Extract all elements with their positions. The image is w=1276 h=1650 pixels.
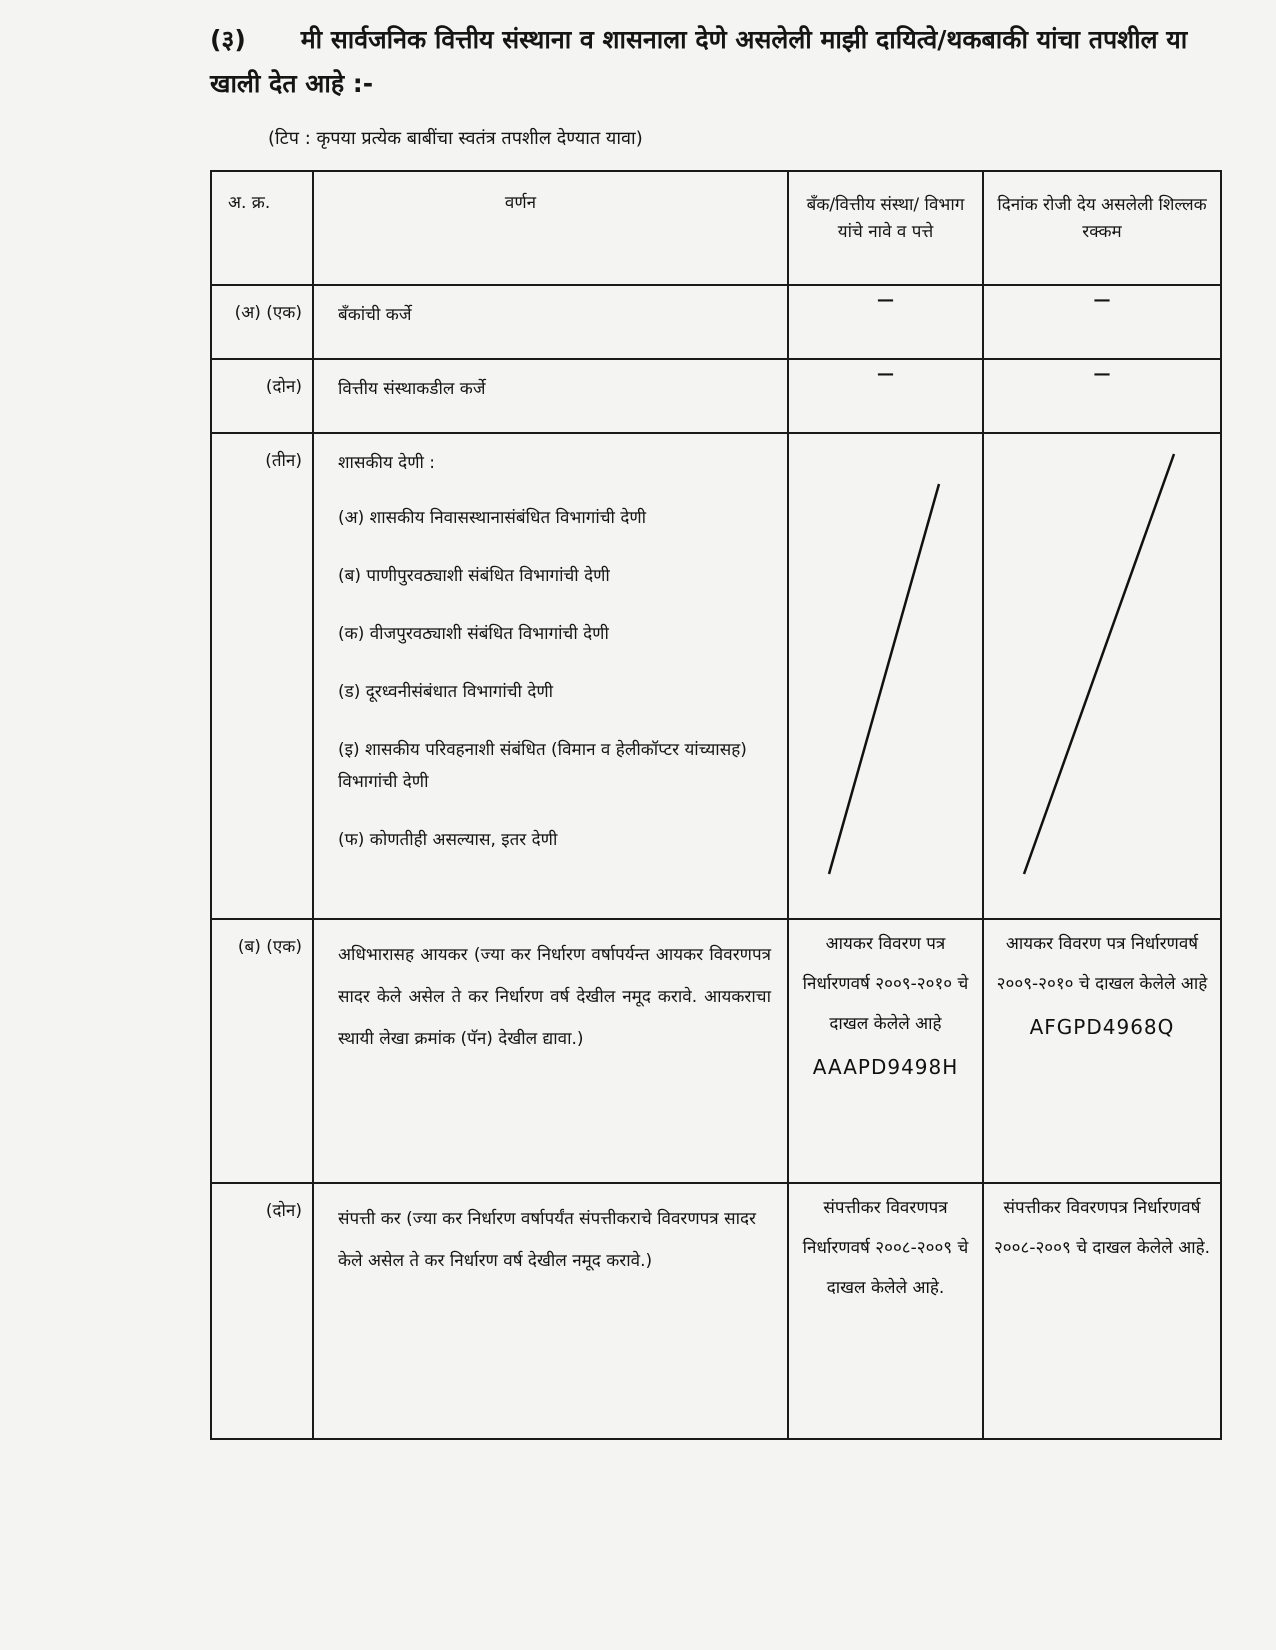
list-item: (ड) दूरध्वनीसंबंधात विभागांची देणी [338,682,554,702]
strike-line-icon [984,434,1218,904]
pan-number: AFGPD4968Q [1029,1015,1175,1039]
tip-note: (टिप : कृपया प्रत्येक बाबींचा स्वतंत्र तपशील देण्यात यावा) [268,128,643,149]
strike-line-icon [789,434,979,904]
govt-dues-title: शासकीय देणी : [338,453,436,473]
liabilities-table [210,170,1222,1440]
balance-dash: — [983,359,1221,433]
row-description: संपत्ती कर (ज्या कर निर्धारण वर्षापर्यंत संपत्तीकराचे विवरणपत्र सादर केले असेल ते कर निर्धारण वर्ष देखील नमूद करावे.) [313,1183,788,1439]
govt-dues-list [338,502,777,856]
section-number: (३) [210,25,246,54]
handwritten-text: संपत्तीकर विवरणपत्र निर्धारणवर्ष २००८-२००९ चे दाखल केलेले आहे. [993,1198,1211,1258]
row-description: अधिभारासह आयकर (ज्या कर निर्धारण वर्षापर्यन्त आयकर विवरणपत्र सादर केले असेल ते कर निर्धारण वर्ष देखील नमूद करावे. आयकराचा स्थायी लेखा क्रमांक (पॅन) देखील द्यावा.) [313,919,788,1183]
list-item: (ब) पाणीपुरवठ्याशी संबंधित विभागांची देणी [338,566,610,586]
row-description [313,433,788,919]
header-sr: अ. क्र. [228,193,271,213]
row-label: (ब) (एक) [211,919,313,1183]
table-row [211,359,1221,433]
section-heading [210,18,1220,106]
section-heading-text: मी सार्वजनिक वित्तीय संस्थाना व शासनाला देणे असलेली माझी दायित्वे/थकबाकी यांचा तपशील या खाली देत आहे :- [210,25,1188,98]
handwritten-text: संपत्तीकर विवरणपत्र निर्धारणवर्ष २००८-२००९ चे दाखल केलेले आहे. [802,1198,969,1298]
table-row [211,433,1221,919]
header-balance: दिनांक रोजी देय असलेली शिल्लक रक्कम [997,195,1207,242]
table-row [211,285,1221,359]
table-row [211,1183,1221,1439]
header-bank: बँक/वित्तीय संस्था/ विभाग यांचे नावे व पत्ते [806,195,965,242]
header-description: वर्णन [504,193,537,213]
list-item: (इ) शासकीय परिवहनाशी संबंधित (विमान व हेलीकॉप्टर यांच्यासह) विभागांची देणी [338,740,747,792]
pan-number: AAAPD9498H [812,1055,959,1079]
row-description: वित्तीय संस्थाकडील कर्जे [313,359,788,433]
handwritten-text: आयकर विवरण पत्र निर्धारणवर्ष २००९-२०१० चे दाखल केलेले आहे [802,934,969,1034]
balance-dash: — [983,285,1221,359]
table-row [211,919,1221,1183]
bank-dash: — [788,359,983,433]
list-item: (फ) कोणतीही असल्यास, इतर देणी [338,830,558,850]
row-label: (तीन) [211,433,313,919]
row-label: (दोन) [211,1183,313,1439]
handwritten-text: आयकर विवरण पत्र निर्धारणवर्ष २००९-२०१० चे दाखल केलेले आहे [996,934,1208,994]
handwritten-entry [788,1183,983,1439]
list-item: (अ) शासकीय निवासस्थानासंबंधित विभागांची देणी [338,508,647,528]
table-header-row [211,171,1221,285]
list-item: (क) वीजपुरवठ्याशी संबंधित विभागांची देणी [338,624,609,644]
handwritten-entry [983,919,1221,1183]
handwritten-entry [788,919,983,1183]
bank-dash: — [788,285,983,359]
bank-strike-cell [788,433,983,919]
row-label: (अ) (एक) [211,285,313,359]
balance-strike-cell [983,433,1221,919]
handwritten-entry [983,1183,1221,1439]
row-label: (दोन) [211,359,313,433]
row-description: बँकांची कर्जे [313,285,788,359]
